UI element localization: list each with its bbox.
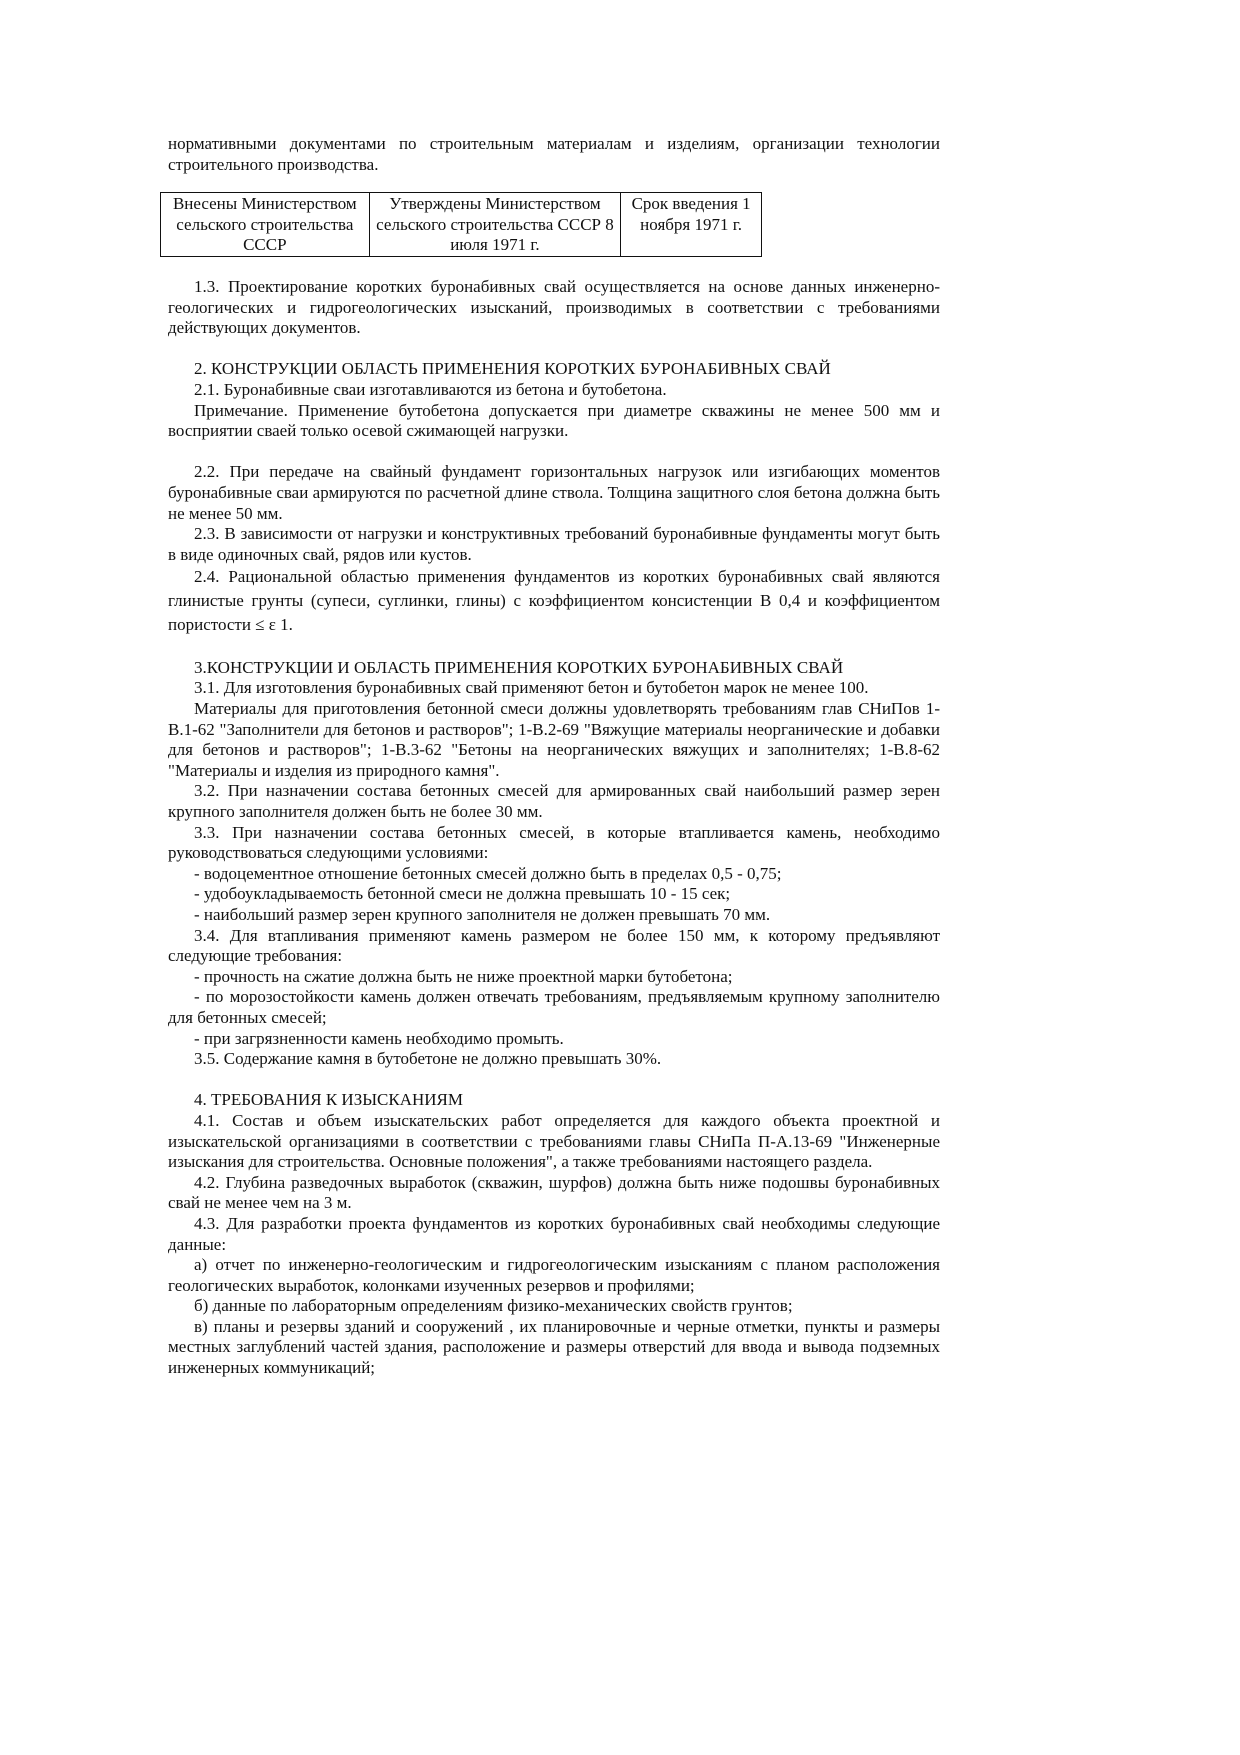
table-cell-effective-date: Срок введения 1 ноября 1971 г. (621, 193, 762, 257)
section-3-heading: 3.КОНСТРУКЦИИ И ОБЛАСТЬ ПРИМЕНЕНИЯ КОРОТКИХ БУРОНАБИВНЫХ СВАЙ (194, 657, 844, 677)
paragraph-4-1: 4.1. Состав и объем изыскательских работ определяется для каждого объекта проектной и изыскательской организациями в соответствии с требованиями главы СНиПа П-А.13-69 "Инженерные изыскания для строительства. Основные положения", а также требованиями настоящего раздела. (168, 1110, 940, 1172)
list-item: - водоцементное отношение бетонных смесей должно быть в пределах 0,5 - 0,75; (194, 863, 782, 883)
paragraph-2-2: 2.2. При передаче на свайный фундамент горизонтальных нагрузок или изгибающих моментов буронабивные сваи армируются по расчетной длине ствола. Толщина защитного слоя бетона должна быть не менее 50 мм. (168, 462, 940, 523)
paragraph-3-4: 3.4. Для втапливания применяют камень размером не более 150 мм, к которому предъявляют следующие требования: (168, 925, 940, 966)
paragraph-2-4: 2.4. Рациональной областью применения фундаментов из коротких буронабивных свай являются глинистые грунты (супеси, суглинки, глины) с коэффициентом консистенции В 0,4 и коэффициентом пористости ≤ ε 1. (168, 567, 940, 635)
paragraph-3-3: 3.3. При назначении состава бетонных смесей, в которые втапливается камень, необходимо руководствоваться следующими условиями: (168, 822, 940, 863)
note-paragraph: Примечание. Применение бутобетона допускается при диаметре скважины не менее 500 мм и восприятии сваей только осевой сжимающей нагрузки. (168, 400, 940, 441)
paragraph-3-1: 3.1. Для изготовления буронабивных свай применяют бетон и бутобетон марок не менее 100. (194, 678, 869, 698)
paragraph-1-3: 1.3. Проектирование коротких буронабивных свай осуществляется на основе данных инженерно-геологических и гидрогеологических изысканий, производимых в соответствии с требованиями действующих документов. (168, 276, 940, 338)
paragraph-3-2: 3.2. При назначении состава бетонных смесей для армированных свай наибольший размер зерен крупного заполнителя должен быть не более 30 мм. (168, 781, 940, 822)
list-item: в) планы и резервы зданий и сооружений , их планировочные и черные отметки, пункты и размеры местных заглублений частей здания, расположение и размеры отверстий для ввода и вывода подземных инженерных коммуникаций; (168, 1316, 940, 1378)
paragraph-2-1: 2.1. Буронабивные сваи изготавливаются из бетона и бутобетона. (194, 379, 667, 399)
list-item: б) данные по лабораторным определениям физико-механических свойств грунтов; (194, 1296, 793, 1316)
table-row (161, 193, 762, 257)
section-4-heading: 4. ТРЕБОВАНИЯ К ИЗЫСКАНИЯМ (194, 1090, 464, 1110)
paragraph-3-5: 3.5. Содержание камня в бутобетоне не должно превышать 30%. (194, 1049, 662, 1069)
table-cell-approved: Утверждены Министерством сельского строительства СССР 8 июля 1971 г. (369, 193, 621, 257)
intro-paragraph: нормативными документами по строительным материалам и изделиям, организации технологии строительного производства. (168, 134, 940, 174)
list-item: - удобоукладываемость бетонной смеси не должна превышать 10 - 15 сек; (194, 884, 731, 904)
document-page (168, 134, 940, 1379)
list-item: а) отчет по инженерно-геологическим и гидрогеологическим изысканиям с планом расположения геологических выработок, колонками изученных резервов и профилями; (168, 1255, 940, 1295)
list-item: - наибольший размер зерен крупного заполнителя не должен превышать 70 мм. (194, 905, 771, 924)
list-item: - по морозостойкости камень должен отвечать требованиям, предъявляемым крупному заполнителю для бетонных смесей; (168, 987, 940, 1027)
paragraph-2-3: 2.3. В зависимости от нагрузки и конструктивных требований буронабивные фундаменты могут быть в виде одиночных свай, рядов или кустов. (168, 524, 940, 564)
list-item: - прочность на сжатие должна быть не ниже проектной марки бутобетона; (194, 966, 733, 986)
approval-table (160, 192, 762, 257)
section-2-heading: 2. КОНСТРУКЦИИ ОБЛАСТЬ ПРИМЕНЕНИЯ КОРОТКИХ БУРОНАБИВНЫХ СВАЙ (194, 359, 831, 379)
paragraph-4-2: 4.2. Глубина разведочных выработок (скважин, шурфов) должна быть ниже подошвы буронабивных свай не менее чем на 3 м. (168, 1172, 940, 1213)
table-cell-submitted: Внесены Министерством сельского строительства СССР (161, 193, 370, 257)
list-item: - при загрязненности камень необходимо промыть. (194, 1028, 564, 1048)
materials-paragraph: Материалы для приготовления бетонной смеси должны удовлетворять требованиям глав СНиПов 1-В.1-62 "Заполнители для бетонов и растворов"; 1-В.2-69 "Вяжущие материалы неорганические и добавки для бетонов и растворов"; 1-В.3-62 "Бетоны на неорганических вяжущих и заполнителях; 1-В.8-62 "Материалы и изделия из природного камня". (168, 699, 940, 780)
paragraph-4-3: 4.3. Для разработки проекта фундаментов из коротких буронабивных свай необходимы следующие данные: (168, 1213, 940, 1254)
